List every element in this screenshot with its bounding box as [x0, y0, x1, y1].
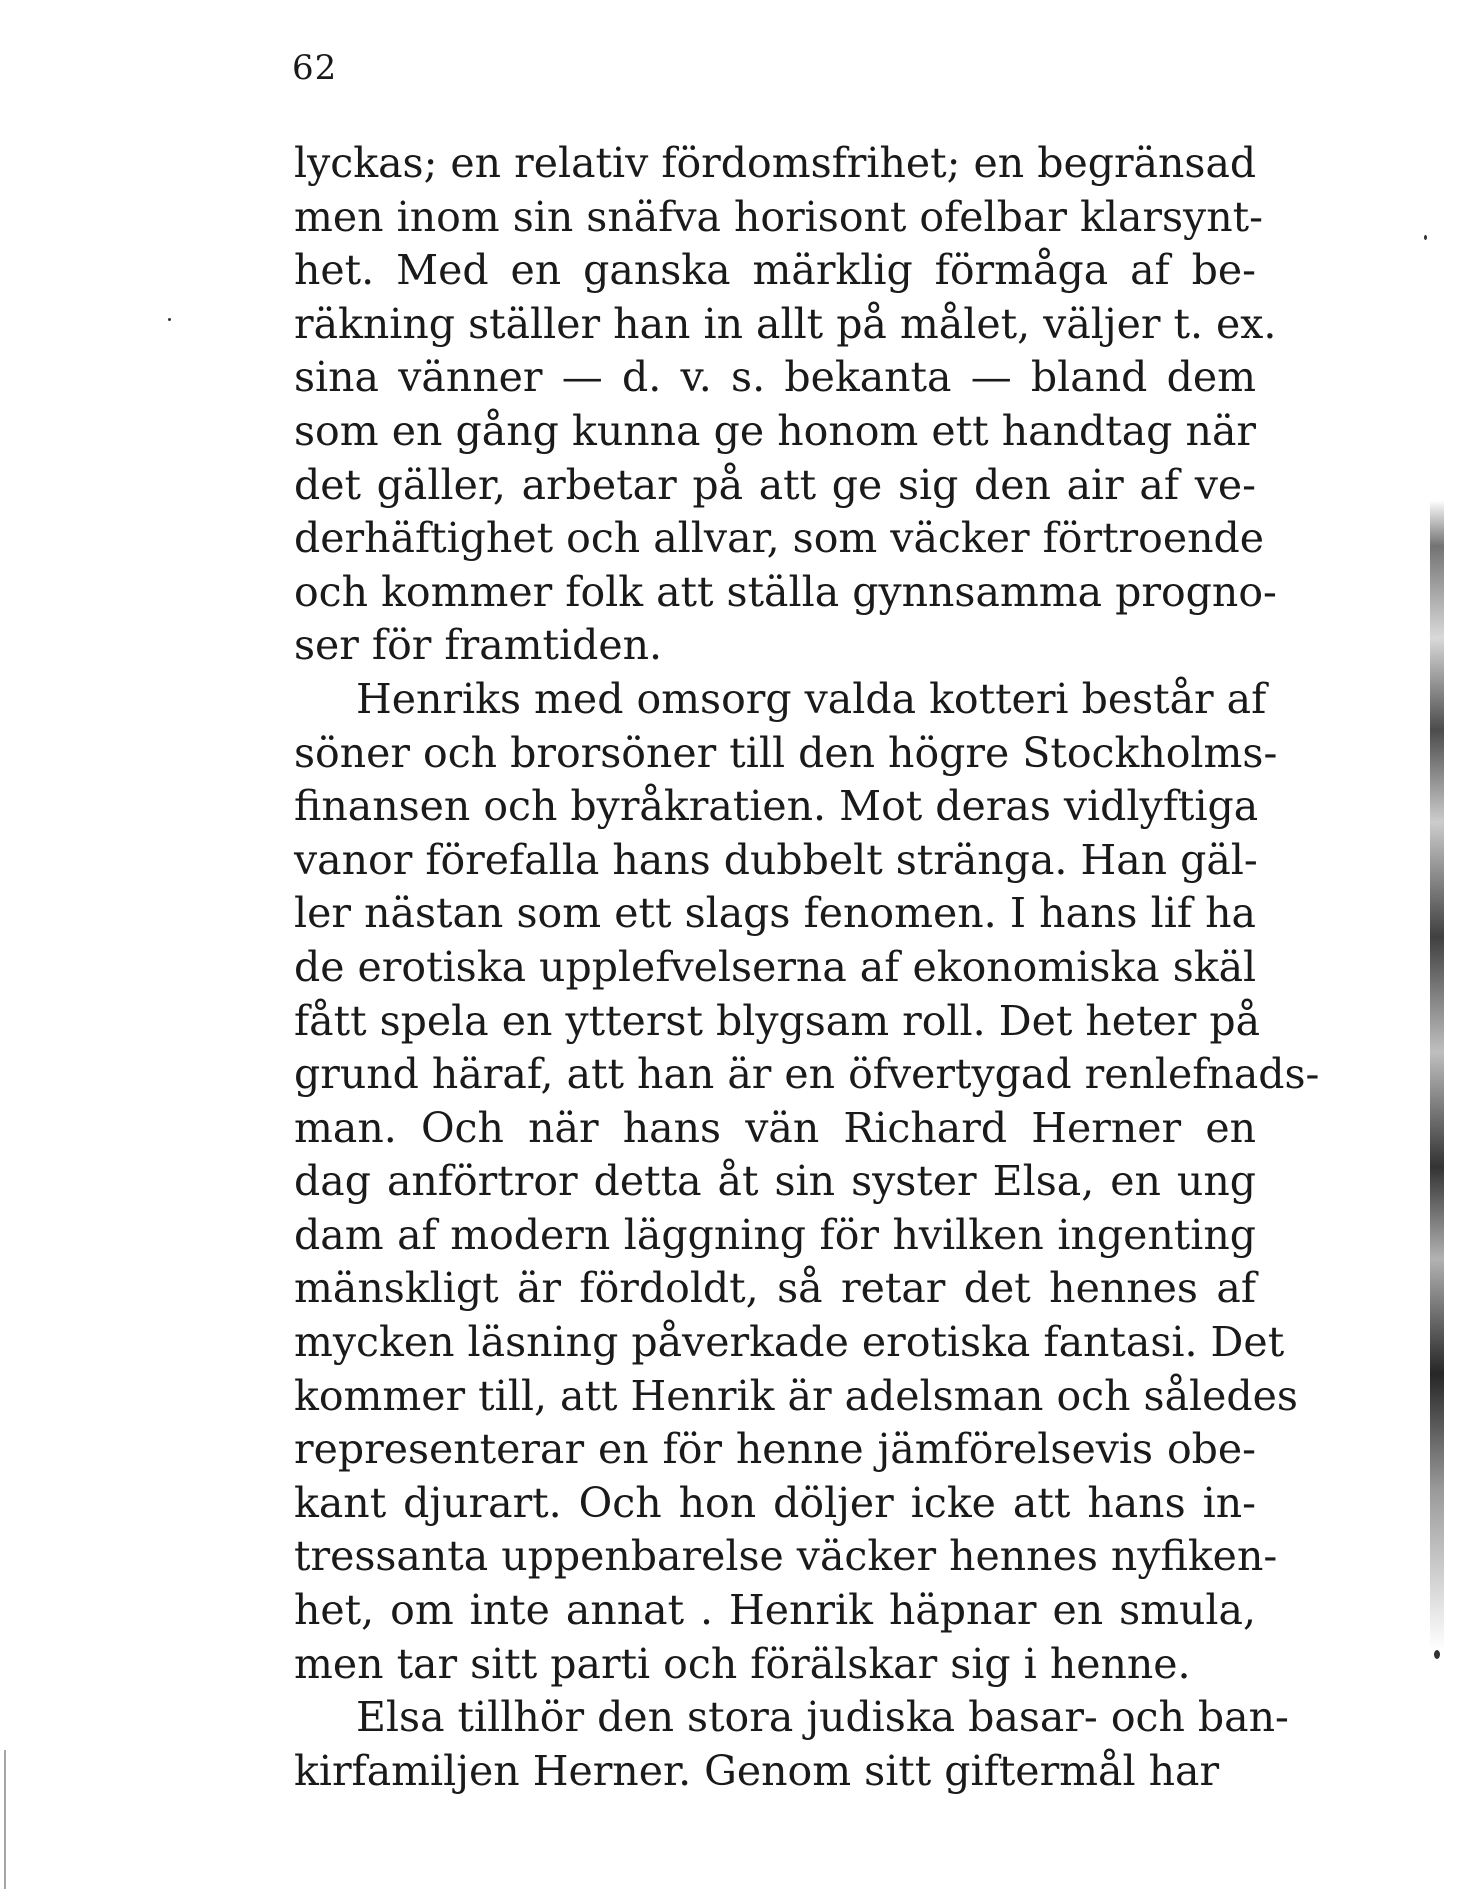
- scan-shadow-right-edge: [1430, 500, 1444, 1650]
- body-text: [294, 137, 1320, 1798]
- text-line: kommer till, att Henrik är adelsman och således: [294, 1371, 1298, 1420]
- page-number: 62: [292, 48, 338, 88]
- text-line: ser för framtiden.: [294, 621, 663, 670]
- text-line: man. Och när hans vän Richard Herner en: [294, 1103, 1256, 1152]
- text-line: det gäller, arbetar på att ge sig den air af ve-: [294, 460, 1256, 509]
- text-line: räkning ställer han in allt på målet, väljer t. ex.: [294, 299, 1277, 348]
- text-line: sina vänner — d. v. s. bekanta — bland dem: [294, 353, 1256, 402]
- text-line: dag anförtror detta åt sin syster Elsa, en ung: [294, 1157, 1256, 1206]
- text-line: Henriks med omsorg valda kotteri består af: [356, 674, 1267, 723]
- text-line: het. Med en ganska märklig förmåga af be-: [294, 246, 1256, 295]
- text-line: grund häraf, att han är en öfvertygad renlefnads-: [294, 1050, 1320, 1099]
- scan-speck: [1434, 1650, 1440, 1659]
- text-line: lyckas; en relativ fördomsfrihet; en begränsad: [294, 139, 1257, 187]
- text-line: och kommer folk att ställa gynnsamma progno-: [294, 567, 1277, 616]
- text-line: finansen och byråkratien. Mot deras vidlyftiga: [294, 782, 1259, 831]
- text-line: het, om inte annat . Henrik häpnar en smula,: [294, 1586, 1256, 1635]
- text-line: ler nästan som ett slags fenomen. I hans lif ha: [294, 889, 1256, 938]
- text-line: fått spela en ytterst blygsam roll. Det heter på: [294, 996, 1261, 1045]
- left-edge-line: [4, 1750, 6, 1889]
- text-line: dam af modern läggning för hvilken ingenting: [294, 1210, 1256, 1259]
- text-line: som en gång kunna ge honom ett handtag när: [294, 406, 1256, 455]
- text-line: de erotiska upplefvelserna af ekonomiska skäl: [294, 942, 1257, 991]
- text-line: men tar sitt parti och förälskar sig i henne.: [294, 1639, 1191, 1688]
- text-line: mänskligt är fördoldt, så retar det hennes af: [294, 1264, 1256, 1313]
- text-line: kant djurart. Och hon döljer icke att hans in-: [294, 1478, 1256, 1527]
- text-line: söner och brorsöner till den högre Stockholms-: [294, 728, 1278, 777]
- scan-speck: [168, 318, 171, 321]
- text-line: men inom sin snäfva horisont ofelbar klarsynt-: [294, 192, 1263, 241]
- text-line: Elsa tillhör den stora judiska basar- och ban-: [356, 1693, 1289, 1742]
- scan-speck: [1424, 235, 1427, 240]
- text-line: vanor förefalla hans dubbelt stränga. Han gäl-: [294, 835, 1258, 884]
- text-line: derhäftighet och allvar, som väcker förtroende: [294, 514, 1265, 563]
- text-line: representerar en för henne jämförelsevis obe-: [294, 1425, 1256, 1474]
- text-line: tressanta uppenbarelse väcker hennes nyfiken-: [294, 1532, 1278, 1581]
- text-line: mycken läsning påverkade erotiska fantasi. Det: [294, 1318, 1285, 1367]
- text-line: kirfamiljen Herner. Genom sitt giftermål har: [294, 1746, 1220, 1795]
